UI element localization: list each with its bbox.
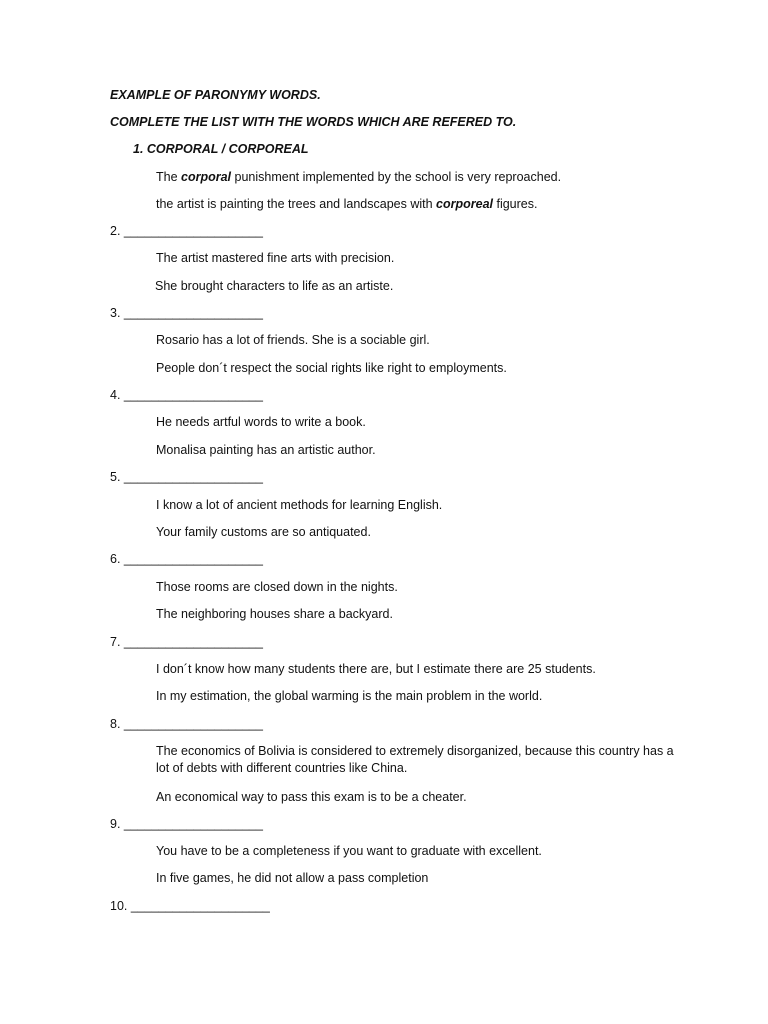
- item-sentence: I know a lot of ancient methods for learning English.: [156, 498, 443, 512]
- item-sentence: The economics of Bolivia is considered to extremely disorganized, because this country has a lot of debts with different countries like China.: [156, 744, 674, 775]
- item-1-heading: 1. CORPORAL / CORPOREAL: [133, 142, 309, 156]
- document-title: EXAMPLE OF PARONYMY WORDS.: [110, 88, 321, 102]
- item-1-sentence-2: the artist is painting the trees and landscapes with corporeal figures.: [156, 197, 538, 211]
- item-sentence: I don´t know how many students there are, but I estimate there are 25 students.: [156, 662, 596, 676]
- item-sentence: She brought characters to life as an artiste.: [155, 279, 394, 293]
- item-sentence: Your family customs are so antiquated.: [156, 525, 371, 539]
- item-sentence: You have to be a completeness if you want to graduate with excellent.: [156, 844, 542, 858]
- item-sentence: Rosario has a lot of friends. She is a sociable girl.: [156, 333, 430, 347]
- item-number-blank: 7. ____________________: [110, 635, 263, 649]
- item-sentence: In my estimation, the global warming is the main problem in the world.: [156, 689, 543, 703]
- item-sentence: People don´t respect the social rights like right to employments.: [156, 361, 507, 375]
- item-number-blank: 6. ____________________: [110, 552, 263, 566]
- item-number-blank: 2. ____________________: [110, 224, 263, 238]
- item-sentence: Monalisa painting has an artistic author.: [156, 443, 376, 457]
- item-1-sentence-1: The corporal punishment implemented by the school is very reproached.: [156, 170, 562, 184]
- item-number-blank: 4. ____________________: [110, 388, 263, 402]
- item-sentence: He needs artful words to write a book.: [156, 415, 366, 429]
- item-sentence: The artist mastered fine arts with precision.: [156, 251, 395, 265]
- highlighted-word: corporeal: [436, 197, 493, 211]
- highlighted-word: corporal: [181, 170, 232, 184]
- item-number-blank: 3. ____________________: [110, 306, 263, 320]
- item-number-blank: 5. ____________________: [110, 470, 263, 484]
- item-number-blank: 10. ____________________: [110, 899, 270, 913]
- item-number-blank: 9. ____________________: [110, 817, 263, 831]
- item-sentence: An economical way to pass this exam is to be a cheater.: [156, 790, 467, 804]
- item-sentence: The neighboring houses share a backyard.: [156, 607, 393, 621]
- item-sentence: Those rooms are closed down in the nights.: [156, 580, 398, 594]
- item-number-blank: 8. ____________________: [110, 717, 263, 731]
- item-sentence: In five games, he did not allow a pass completion: [156, 871, 429, 885]
- instruction: COMPLETE THE LIST WITH THE WORDS WHICH ARE REFERED TO.: [110, 115, 517, 129]
